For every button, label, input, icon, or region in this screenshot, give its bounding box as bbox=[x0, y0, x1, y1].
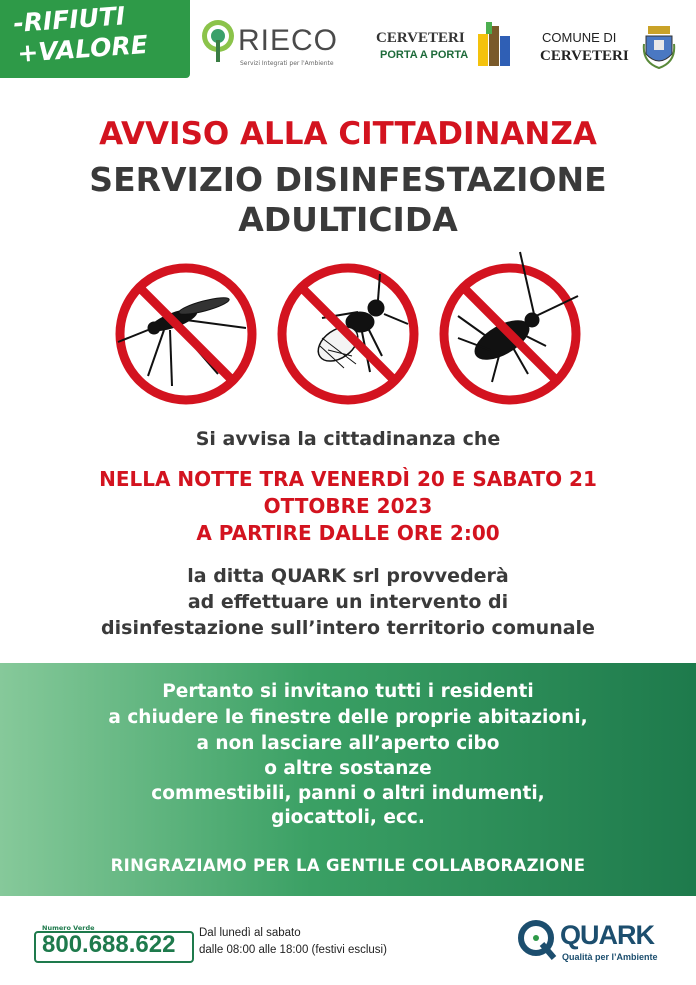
rieco-name: RIECO bbox=[238, 24, 339, 57]
band-line-3: a non lasciare all’aperto cibo bbox=[196, 733, 500, 754]
avviso-title: AVVISO ALLA CITTADINANZA bbox=[99, 116, 597, 152]
band-line-6: giocattoli, ecc. bbox=[271, 807, 425, 828]
date-line-2: OTTOBRE 2023 bbox=[263, 494, 433, 518]
cerveteri-comune-label: CERVETERI bbox=[540, 48, 629, 64]
body-line-1: la ditta QUARK srl provvederà bbox=[187, 565, 509, 587]
rieco-tree-icon bbox=[198, 16, 238, 66]
band-line-4: o altre sostanze bbox=[264, 758, 432, 779]
quark-name: QUARK bbox=[560, 920, 654, 950]
intro-text: Si avvisa la cittadinanza che bbox=[195, 428, 501, 450]
bins-icon bbox=[476, 22, 514, 68]
quark-q-icon bbox=[516, 918, 560, 962]
rifiuti-text: -RIFIUTI bbox=[12, 1, 127, 38]
band-line-5: commestibili, panni o altri indumenti, bbox=[151, 783, 545, 804]
cerveteri-porta-a-porta-logo bbox=[376, 22, 516, 72]
no-mosquito-icon bbox=[118, 268, 252, 400]
band-line-1: Pertanto si invitano tutti i residenti bbox=[162, 681, 534, 702]
thanks-text: RINGRAZIAMO PER LA GENTILE COLLABORAZIONE bbox=[110, 856, 586, 875]
servizio-line-1: SERVIZIO DISINFESTAZIONE bbox=[89, 160, 607, 199]
comune-cerveteri-logo bbox=[538, 24, 688, 74]
body-line-2: ad effettuare un intervento di bbox=[187, 591, 509, 613]
comune-di-label: COMUNE DI bbox=[542, 30, 617, 45]
quark-logo bbox=[516, 918, 676, 966]
rieco-subtitle: Servizi Integrati per l'Ambiente bbox=[240, 60, 334, 67]
body-line-3: disinfestazione sull’intero territorio comunale bbox=[101, 617, 595, 639]
phone-number[interactable]: 800.688.622 bbox=[42, 931, 176, 958]
band-line-2: a chiudere le finestre delle proprie abitazioni, bbox=[108, 707, 588, 728]
hours-line-2: dalle 08:00 alle 18:00 (festivi esclusi) bbox=[199, 944, 387, 956]
coat-of-arms-icon bbox=[642, 24, 676, 70]
cerveteri-label: CERVETERI bbox=[376, 30, 465, 46]
date-line-3: A PARTIRE DALLE ORE 2:00 bbox=[196, 521, 500, 545]
no-cockroach-icon bbox=[444, 252, 578, 400]
header-logos bbox=[0, 0, 696, 95]
no-fly-icon bbox=[282, 268, 414, 400]
numero-verde bbox=[24, 922, 194, 962]
servizio-title bbox=[0, 160, 696, 240]
rieco-logo bbox=[198, 16, 358, 70]
date-line-1: NELLA NOTTE TRA VENERDÌ 20 E SABATO 21 bbox=[99, 467, 597, 491]
rifiuti-valore-logo bbox=[0, 0, 190, 78]
servizio-line-2: ADULTICIDA bbox=[238, 200, 458, 239]
hours-line-1: Dal lunedì al sabato bbox=[199, 927, 301, 939]
quark-subtitle: Qualità per l’Ambiente bbox=[562, 952, 658, 962]
prohibition-icons bbox=[108, 246, 588, 416]
numero-verde-label: Numero Verde bbox=[42, 924, 95, 932]
porta-a-porta-label: PORTA A PORTA bbox=[380, 49, 469, 61]
valore-text: +VALORE bbox=[16, 29, 149, 68]
